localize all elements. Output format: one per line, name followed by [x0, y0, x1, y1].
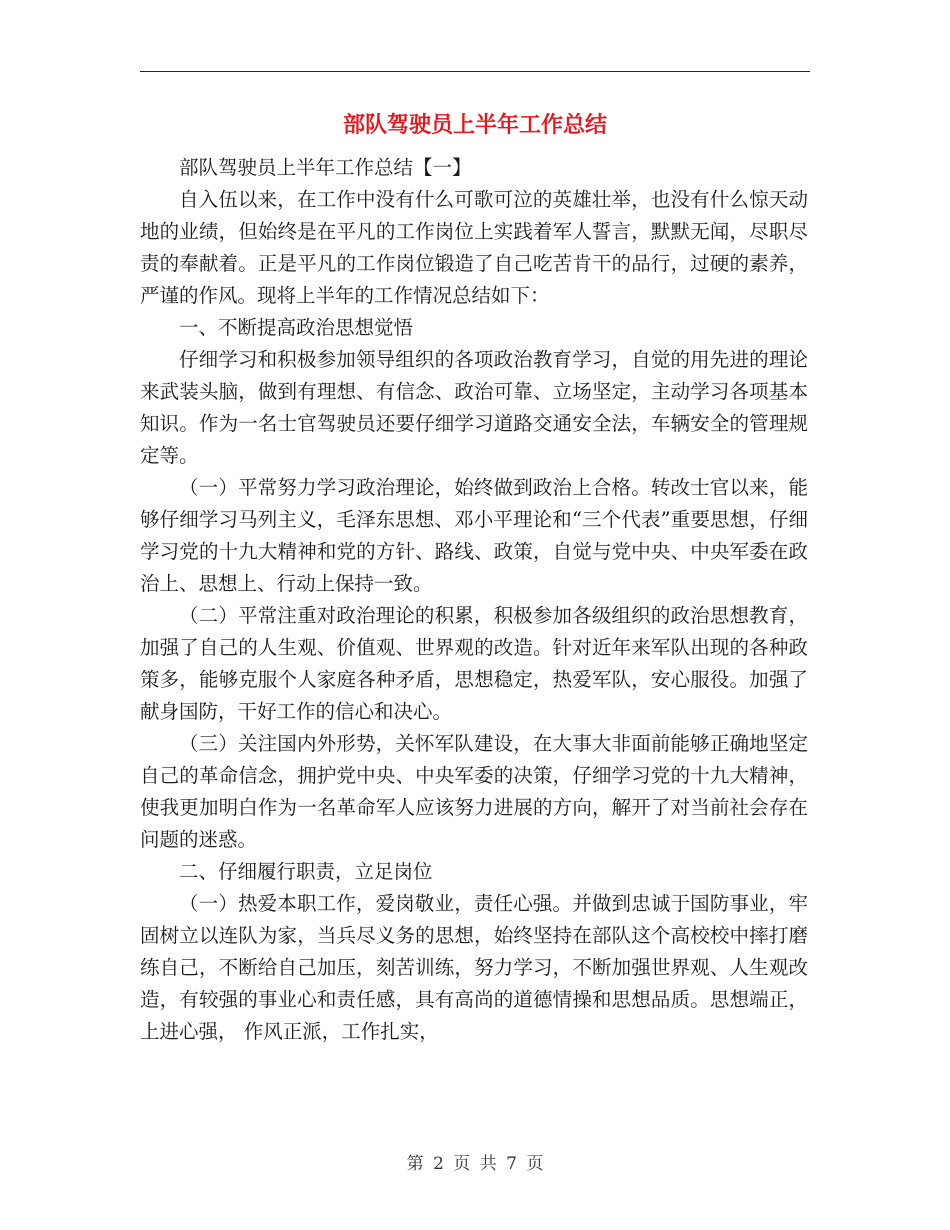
header-rule	[140, 71, 810, 72]
paragraph: 自入伍以来，在工作中没有什么可歌可泣的英雄壮举，也没有什么惊天动地的业绩，但始终是在平凡的工作岗位上实践着军人誓言，默默无闻，尽职尽责的奉献着。正是平凡的工作岗位锻造了自己吃苦肯干的品行，过硬的素养，严谨的作风。现将上半年的工作情况总结如下：	[140, 188, 808, 307]
document-title: 部队驾驶员上半年工作总结	[342, 112, 607, 138]
paragraph: 仔细学习和积极参加领导组织的各项政治教育学习，自觉的用先进的理论来武装头脑，做到有理想、有信念、政治可靠、立场坚定，主动学习各项基本知识。作为一名士官驾驶员还要仔细学习道路交通安全法，车辆安全的管理规定等。	[140, 348, 808, 467]
document-body	[140, 152, 808, 1048]
page-number: 第 2 页 共 7 页	[406, 1154, 544, 1174]
section-heading: 二、仔细履行职责，立足岗位	[179, 860, 433, 883]
paragraph: （一）平常努力学习政治理论，始终做到政治上合格。转改士官以来，能够仔细学习马列主义，毛泽东思想、邓小平理论和“三个代表”重要思想，仔细学习党的十九大精神和党的方针、路线、政策，自觉与党中央、中央军委在政治上、思想上、行动上保持一致。	[140, 476, 808, 595]
section-heading: 一、不断提高政治思想觉悟	[179, 316, 414, 339]
section-heading: 部队驾驶员上半年工作总结【一】	[179, 156, 472, 179]
paragraph: （三）关注国内外形势，关怀军队建设，在大事大非面前能够正确地坚定自己的革命信念，拥护党中央、中央军委的决策，仔细学习党的十九大精神，使我更加明白作为一名革命军人应该努力进展的方向，解开了对当前社会存在问题的迷惑。	[140, 732, 808, 851]
paragraph: （一）热爱本职工作，爱岗敬业，责任心强。并做到忠诚于国防事业，牢固树立以连队为家，当兵尽义务的思想，始终坚持在部队这个高校校中摔打磨练自己，不断给自己加压，刻苦训练，努力学习，不断加强世界观、人生观改造，有较强的事业心和责任感，具有高尚的道德情操和思想品质。思想端正，上进心强， 作风正派，工作扎实，	[140, 892, 808, 1043]
paragraph: （二）平常注重对政治理论的积累，积极参加各级组织的政治思想教育，加强了自己的人生观、价值观、世界观的改造。针对近年来军队出现的各种政策多，能够克服个人家庭各种矛盾，思想稳定，热爱军队，安心服役。加强了献身国防，干好工作的信心和决心。	[140, 604, 808, 723]
